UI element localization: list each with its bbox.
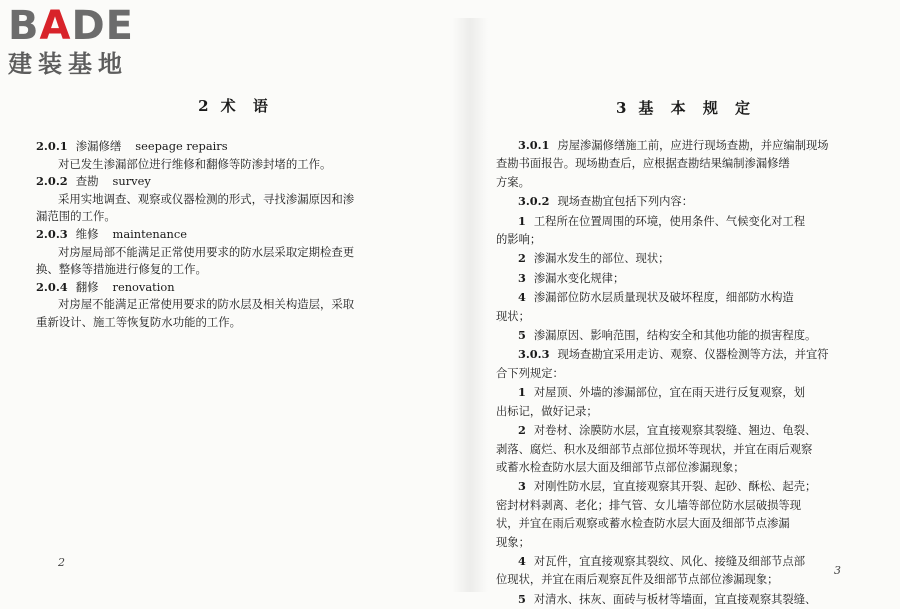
chapter-number: 3: [615, 99, 633, 117]
term-name: 查勘: [75, 174, 99, 189]
clause-text: 现状；: [496, 309, 530, 323]
term-english: survey: [112, 174, 151, 189]
term-name: 翻修: [75, 279, 99, 294]
clause-line: [496, 192, 876, 211]
clause-text: 的影响；: [496, 233, 542, 247]
page-number: 3: [834, 564, 841, 577]
clause-item-line: [496, 552, 876, 571]
clause-text: 位现状，并宜在雨后观察瓦件及细部节点部位渗漏现象；: [496, 573, 779, 587]
clause-text: 出标记，做好记录；: [496, 404, 598, 418]
clause-item-line: [496, 249, 876, 268]
clause-line: [496, 345, 876, 364]
term-code: 2.0.1: [36, 139, 68, 153]
clause-text: 密封材料剥离、老化；排气管、女儿墙等部位防水层破损等现: [496, 498, 802, 512]
item-number: 1: [518, 385, 526, 400]
clause-item-line: [496, 571, 876, 589]
clause-text: 对清水、抹灰、面砖与板材等墙面，宜直接观察其裂缝、: [533, 592, 817, 606]
clause-text: 方案。: [496, 175, 530, 189]
item-number: 4: [518, 553, 526, 568]
term-definition: 对房屋不能满足正常使用要求的防水层及相关构造层，采取: [58, 297, 355, 312]
clause-item-line: [496, 288, 876, 307]
term-code: 2.0.2: [36, 174, 68, 189]
clause-item-line: [496, 212, 876, 231]
clause-code: 3.0.3: [518, 347, 550, 362]
item-number: 3: [518, 479, 526, 494]
clause-text: 状，并宜在雨后观察或蓄水检查防水层大面及细部节点渗漏: [496, 517, 790, 531]
clause-line: [496, 136, 876, 155]
clause-text: 渗漏水发生的部位、现状；: [533, 252, 670, 266]
clause-text: 或蓄水检查防水层大面及细部节点部位渗漏现象；: [496, 460, 745, 474]
clause-code: 3.0.2: [518, 194, 550, 209]
clause-item-line: [496, 326, 876, 345]
terms-list: [36, 138, 436, 332]
term-name: 维修: [75, 226, 99, 241]
item-number: 1: [518, 213, 526, 228]
clause-item-line: [496, 421, 876, 440]
term-definition: 换、整修等措施进行修复的工作。: [36, 262, 207, 277]
clause-item-line: [496, 269, 876, 288]
term-english: seepage repairs: [135, 139, 228, 153]
chapter-number: 2: [198, 97, 215, 115]
chapter-title: 基 本 规 定: [638, 99, 757, 117]
item-number: 2: [518, 251, 526, 266]
term-heading: [36, 173, 436, 191]
item-number: 4: [518, 290, 526, 305]
clause-line: [496, 155, 876, 173]
term-heading: [36, 138, 436, 156]
term-definition: 对房屋局部不能满足正常使用要求的防水层采取定期检查更: [58, 244, 355, 259]
logo-wordmark: BADE: [8, 3, 134, 49]
clause-item-line: [496, 477, 876, 496]
clause-text: 查勘书面报告。现场勘查后，应根据查勘结果编制渗漏修缮: [496, 157, 790, 171]
item-number: 3: [518, 270, 526, 285]
page-gutter: [452, 18, 488, 592]
term-definition: 重新设计、施工等恢复防水功能的工作。: [36, 314, 242, 329]
clause-item-line: [496, 590, 876, 609]
chapter-title: 术 语: [220, 97, 274, 115]
clause-text: 对屋顶、外墙的渗漏部位，宜在雨天进行反复观察，划: [533, 386, 806, 400]
term-definition: 采用实地调查、观察或仪器检测的形式，寻找渗漏原因和渗: [58, 191, 355, 206]
term-english: maintenance: [112, 226, 187, 241]
term-english: renovation: [112, 279, 175, 294]
clause-item-line: [496, 534, 876, 552]
clause-text: 对刚性防水层，宜直接观察其开裂、起砂、酥松、起壳；: [533, 480, 817, 494]
clause-item-line: [496, 459, 876, 477]
clause-line: [496, 365, 876, 383]
clause-text: 对卷材、涂膜防水层，宜直接观察其裂缝、翘边、龟裂、: [533, 424, 817, 438]
clause-line: [496, 174, 876, 192]
clause-text: 工程所在位置周围的环境，使用条件、气候变化对工程: [533, 214, 806, 228]
clause-text: 现象；: [496, 535, 530, 549]
term-code: 2.0.4: [36, 279, 68, 294]
clause-item-line: [496, 497, 876, 515]
clause-text: 现场查勘宜采用走访、观察、仪器检测等方法，并宜符: [557, 348, 829, 362]
logo-tagline: 建装基地: [8, 50, 128, 78]
clause-code: 3.0.1: [518, 138, 550, 152]
chapter-heading: [496, 98, 876, 118]
clause-text: 房屋渗漏修缮施工前，应进行现场查勘，并应编制现场: [557, 139, 829, 152]
clause-item-line: [496, 383, 876, 402]
clause-text: 合下列规定：: [496, 366, 564, 380]
clause-item-line: [496, 515, 876, 533]
clause-item-line: [496, 231, 876, 249]
clause-text: 对瓦件，宜直接观察其裂纹、风化、接缝及细部节点部: [533, 554, 806, 568]
term-code: 2.0.3: [36, 226, 68, 241]
clause-text: 现场查勘宜包括下列内容：: [557, 195, 694, 209]
item-number: 2: [518, 423, 526, 438]
clause-text: 渗漏水变化规律；: [533, 271, 625, 285]
term-heading: [36, 279, 436, 297]
term-heading: [36, 226, 436, 244]
term-definition: 对已发生渗漏部位进行维修和翻修等防渗封堵的工作。: [58, 156, 332, 171]
right-page: [496, 96, 876, 609]
item-number: 5: [518, 328, 526, 343]
clause-item-line: [496, 308, 876, 326]
clause-item-line: [496, 441, 876, 459]
item-number: 5: [518, 591, 526, 606]
clause-text: 剥落、腐烂、积水及细部节点部位损坏等现状，并宜在雨后观察: [496, 442, 813, 456]
clause-item-line: [496, 403, 876, 421]
clause-text: 渗漏原因、影响范围，结构安全和其他功能的损害程度。: [533, 329, 817, 343]
clauses-list: [496, 136, 876, 609]
chapter-heading: [36, 96, 436, 116]
page-number: 2: [58, 556, 65, 569]
term-name: 渗漏修缮: [75, 139, 122, 153]
brand-logo: [8, 4, 178, 78]
term-definition: 漏范围的工作。: [36, 209, 116, 224]
clause-text: 渗漏部位防水层质量现状及破坏程度，细部防水构造: [533, 291, 794, 305]
left-page: [36, 96, 436, 332]
